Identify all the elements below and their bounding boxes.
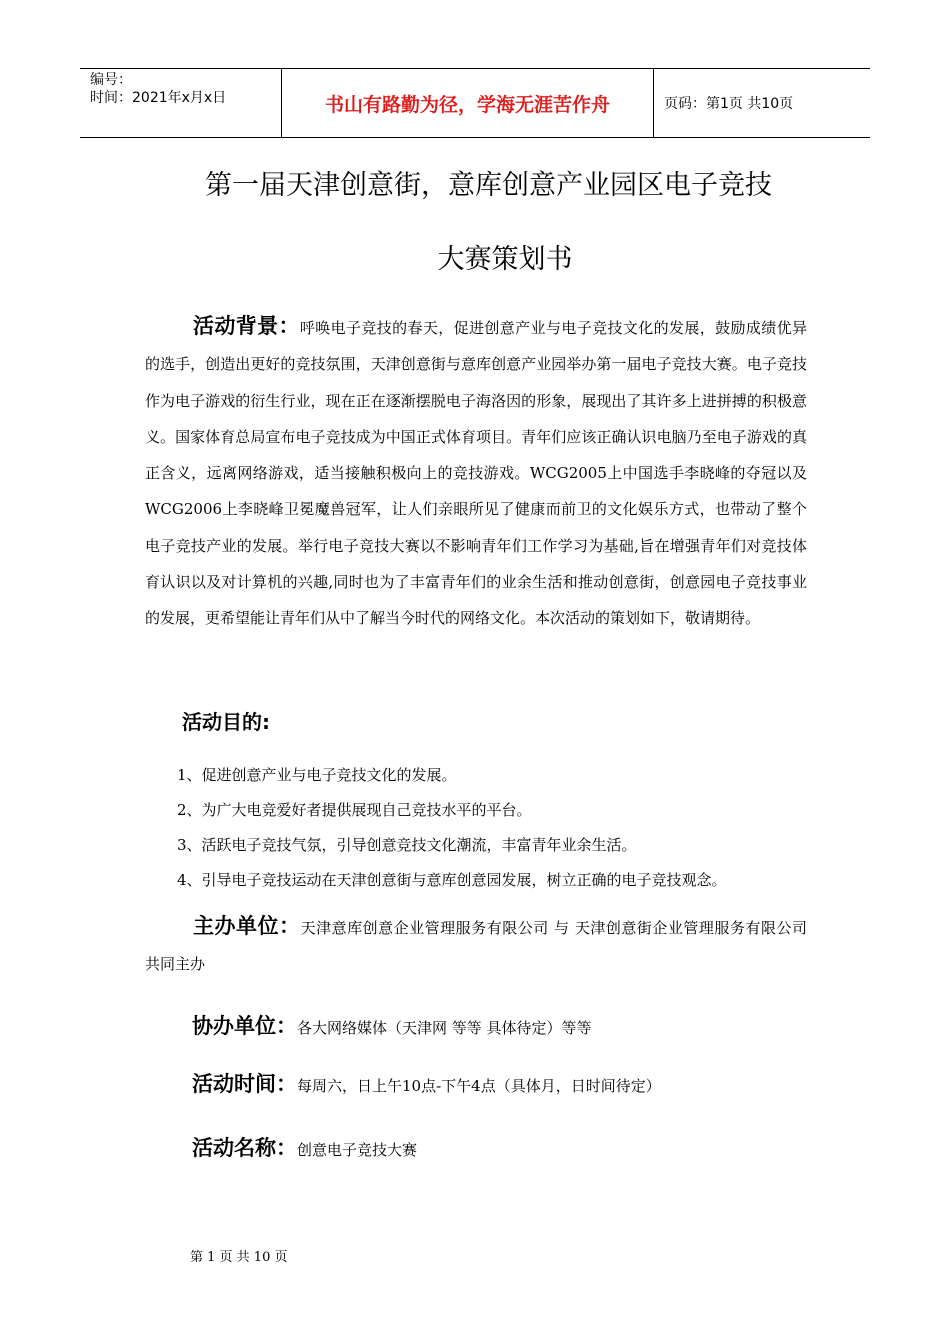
- event-name-text: 创意电子竞技大赛: [297, 1141, 418, 1159]
- event-name-row: [192, 1132, 417, 1162]
- header-motto: 书山有路勤为径，学海无涯苦作舟: [282, 69, 654, 137]
- header-meta: [80, 69, 282, 137]
- event-time-label: 活动时间：: [192, 1072, 297, 1096]
- event-time-row: [192, 1068, 661, 1098]
- page-header: [80, 68, 870, 138]
- organizer-text: 天津意库创意企业管理服务有限公司 与 天津创意街企业管理服务有限公司 共同主办: [145, 919, 807, 974]
- background-section: [145, 308, 807, 637]
- header-time: 时间：2021年x月x日: [90, 90, 227, 106]
- list-item: 3、活跃电子竞技气氛，引导创意竞技文化潮流，丰富青年业余生活。: [177, 836, 637, 854]
- co-organizer-label: 协办单位：: [192, 1014, 297, 1038]
- co-organizer-text: 各大网络媒体（天津网 等等 具体待定）等等: [297, 1019, 592, 1037]
- organizer-section: [145, 908, 807, 983]
- purpose-list: [177, 758, 727, 898]
- background-text: 呼唤电子竞技的春天，促进创意产业与电子竞技文化的发展，鼓励成绩优异的选手，创造出更好的竞技氛围，天津创意街与意库创意产业园举办第一届电子竞技大赛。电子竞技作为电子游戏的衍生行业，现在正在逐渐摆脱电子海洛因的形象，展现出了其许多上进拼搏的积极意义。国家体育总局宣布电子竞技成为中国正式体育项目。青年们应该正确认识电脑乃至电子游戏的真正含义，远离网络游戏，适当接触积极向上的竞技游戏。WCG2005上中国选手李晓峰的夺冠以及WCG2006上李晓峰卫冕魔兽冠军，让人们亲眼所见了健康而前卫的文化娱乐方式，也带动了整个电子竞技产业的发展。举行电子竞技大赛以不影响青年们工作学习为基础,旨在增强青年们对竞技体育认识以及对计算机的兴趣,同时也为了丰富青年们的业余生活和推动创意街，创意园电子竞技事业的发展，更希望能让青年们从中了解当今时代的网络文化。本次活动的策划如下，敬请期待。: [145, 319, 807, 628]
- header-number: 编号：: [90, 72, 132, 88]
- document-title-line2: 大赛策划书: [437, 244, 573, 275]
- list-item: 4、引导电子竞技运动在天津创意街与意库创意园发展，树立正确的电子竞技观念。: [177, 871, 727, 889]
- organizer-label: 主办单位：: [193, 914, 301, 938]
- header-page-info: 页码：第1页 共10页: [664, 96, 794, 112]
- list-item: 2、为广大电竞爱好者提供展现自己竞技水平的平台。: [177, 801, 532, 819]
- page-footer: 第 1 页 共 10 页: [190, 1250, 288, 1265]
- purpose-heading: 活动目的:: [182, 710, 270, 734]
- event-time-text: 每周六，日上午10点-下午4点（具体月，日时间待定）: [297, 1077, 661, 1095]
- co-organizer-row: [192, 1010, 592, 1040]
- background-label: 活动背景：: [193, 314, 300, 338]
- event-name-label: 活动名称：: [192, 1136, 297, 1160]
- document-title-line1: 第一届天津创意街，意库创意产业园区电子竞技: [205, 170, 772, 201]
- list-item: 1、促进创意产业与电子竞技文化的发展。: [177, 766, 457, 784]
